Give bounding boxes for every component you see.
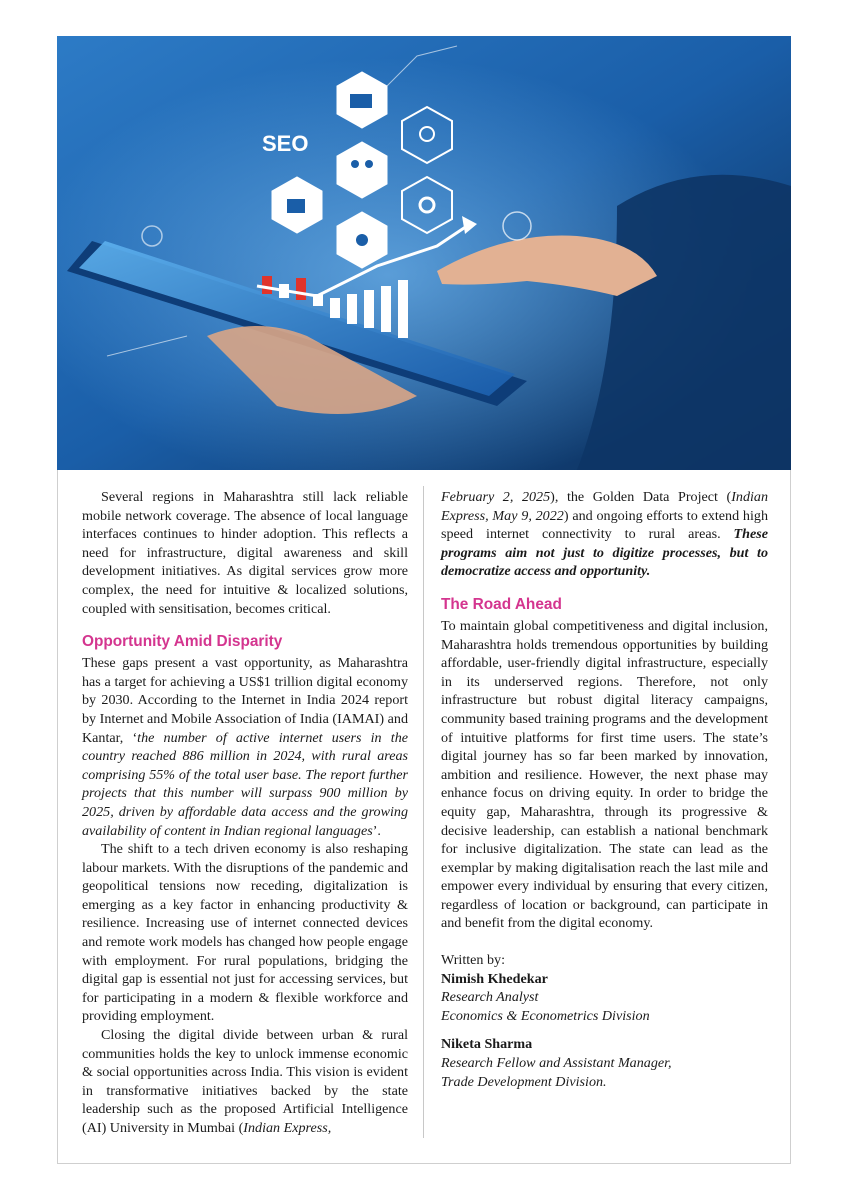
- heading-opportunity: Opportunity Amid Disparity: [82, 633, 283, 651]
- author1-division: Economics & Econometrics Division: [441, 1007, 650, 1024]
- paragraph-continuation: February 2, 2025), the Golden Data Project (Indian Express, May 9, 2022) and ongoing efforts to extend high speed internet connectivity to rural areas. These programs aim not just to digitize processes, but to democratize access and opportunity.: [441, 489, 768, 580]
- seo-label: SEO: [262, 131, 309, 156]
- left-column: [82, 488, 408, 1138]
- author2-name: Niketa Sharma: [441, 1036, 533, 1053]
- author2-role: Research Fellow and Assistant Manager,: [441, 1055, 672, 1072]
- column-separator: [423, 486, 424, 1138]
- author2-division: Trade Development Division.: [441, 1073, 607, 1090]
- paragraph-closing: Closing the digital divide between urban & rural communities holds the key to unlock immense economic & social opportunities across India. This vision is evident in transformative initiatives backed by the state leadership such as the proposed Artificial Intelligence (AI) University in Mumbai (Indian Express,: [82, 1027, 408, 1136]
- author-block: [441, 951, 768, 1091]
- paragraph-regions: Several regions in Maharashtra still lack reliable mobile network coverage. The absence of local language interfaces continues to hinder adoption. This reflects a need for infrastructure, digital awareness and skill development initiatives. As digital services grow more complex, the need for intuitive & localized solutions, coupled with sensitisation, becomes critical.: [82, 489, 408, 617]
- heading-road-ahead: The Road Ahead: [441, 595, 562, 613]
- hero-illustration: [57, 36, 791, 470]
- right-column: [441, 488, 768, 1091]
- written-by-label: Written by:: [441, 952, 506, 969]
- author1-name: Nimish Khedekar: [441, 970, 548, 987]
- paragraph-road-ahead: To maintain global competitiveness and digital inclusion, Maharashtra holds tremendous opportunities by building affordable, user-friendly digital infrastructure, especially in its underserved regions. Therefore, not only infrastructure but robust digital literacy campaigns, community based training programs and the development of intuitive platforms for first time users. The state’s digital journey has so far been marked by innovation, ambition and resilience. However, the next phase may enhance focus on driving equity. In order to bridge the equity gap, Maharashtra, through its progressive & decisive leadership, can establish a national benchmark for inclusive digitalization. The state can lead as the exemplar by making digitalisation reach the last mile and empower every individual by ensuring that every citizen, regardless of location or background, can participate in and benefit from the digital economy.: [441, 617, 768, 932]
- author1-role: Research Analyst: [441, 989, 539, 1006]
- paragraph-shift: The shift to a tech driven economy is also reshaping labour markets. With the disruptions of the pandemic and geopolitical tensions now receding, digitalization is emerging as a key factor in enhancing productivity & resilience. Increasing use of internet connected devices and remote work models has changed how people engage with employment. For rural populations, bridging the digital gap is essential not just for accessing services, but for participating in a modern & flexible workforce and providing employment.: [82, 841, 408, 1025]
- paragraph-opportunity: These gaps present a vast opportunity, as Maharashtra has a target for achieving a US$1 trillion digital economy by 2030. According to the Internet in India 2024 report by Internet and Mobile Association of India (IAMAI) and Kantar, ‘the number of active internet users in the country reached 886 million in 2024, with rural areas comprising 55% of the total user base. The report further projects that this number will surpass 900 million by 2025, driven by affordable data access and the growing availability of content in Indian regional languages’.: [82, 655, 408, 839]
